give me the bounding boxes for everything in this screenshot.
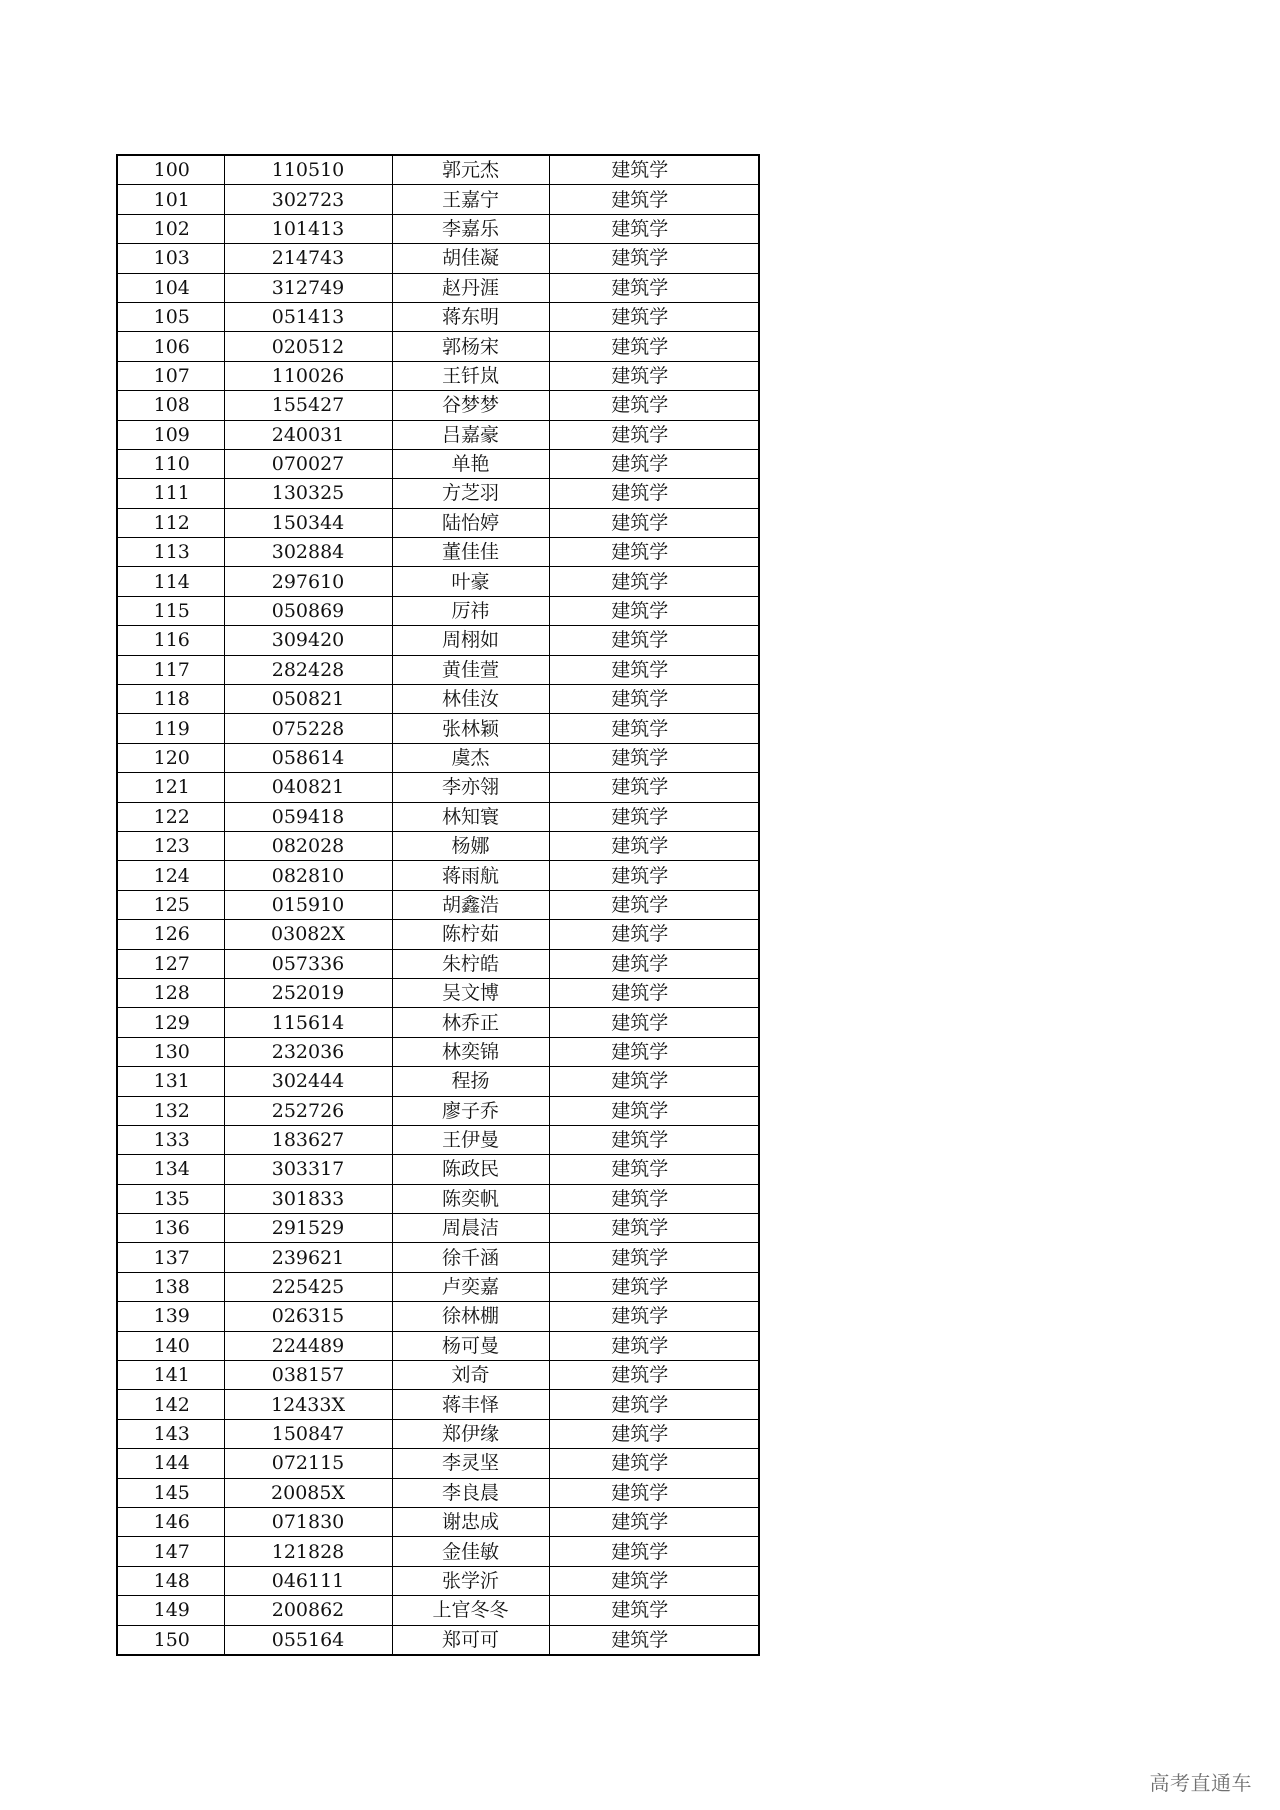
row-number-cell: 120 [117,743,224,772]
row-number-cell: 147 [117,1537,224,1566]
student-name-cell: 张林颖 [392,714,549,743]
table-row [117,1419,759,1448]
student-name-cell: 李嘉乐 [392,214,549,243]
major-cell: 建筑学 [549,1184,759,1213]
student-id-cell: 297610 [224,567,392,596]
row-number-cell: 108 [117,391,224,420]
table-row [117,508,759,537]
student-id-cell: 20085X [224,1478,392,1507]
major-cell: 建筑学 [549,1302,759,1331]
student-name-cell: 杨可曼 [392,1331,549,1360]
major-cell: 建筑学 [549,1449,759,1478]
student-name-cell: 陈政民 [392,1155,549,1184]
major-cell: 建筑学 [549,743,759,772]
major-cell: 建筑学 [549,920,759,949]
student-id-cell: 046111 [224,1566,392,1595]
student-name-cell: 蒋东明 [392,302,549,331]
student-name-cell: 郭元杰 [392,155,549,185]
student-id-cell: 252019 [224,978,392,1007]
student-name-cell: 胡鑫浩 [392,890,549,919]
row-number-cell: 150 [117,1625,224,1655]
major-cell: 建筑学 [549,244,759,273]
row-number-cell: 149 [117,1596,224,1625]
student-name-cell: 刘奇 [392,1361,549,1390]
student-name-cell: 李良晨 [392,1478,549,1507]
student-id-cell: 303317 [224,1155,392,1184]
student-name-cell: 徐千涵 [392,1243,549,1272]
table-row [117,978,759,1007]
student-name-cell: 王钎岚 [392,361,549,390]
row-number-cell: 103 [117,244,224,273]
student-id-cell: 150847 [224,1419,392,1448]
major-cell: 建筑学 [549,773,759,802]
table-row [117,920,759,949]
table-row [117,802,759,831]
row-number-cell: 114 [117,567,224,596]
student-name-cell: 吕嘉豪 [392,420,549,449]
student-id-cell: 214743 [224,244,392,273]
row-number-cell: 140 [117,1331,224,1360]
student-id-cell: 225425 [224,1272,392,1301]
row-number-cell: 148 [117,1566,224,1595]
table-row [117,1096,759,1125]
major-cell: 建筑学 [549,1067,759,1096]
table-row [117,743,759,772]
table-row [117,1507,759,1536]
student-id-cell: 040821 [224,773,392,802]
major-cell: 建筑学 [549,1272,759,1301]
table-row [117,685,759,714]
table-row [117,1449,759,1478]
table-row [117,567,759,596]
student-id-cell: 070027 [224,449,392,478]
student-id-cell: 130325 [224,479,392,508]
major-cell: 建筑学 [549,214,759,243]
table-row [117,1037,759,1066]
table-row [117,626,759,655]
student-id-cell: 050869 [224,596,392,625]
student-id-cell: 301833 [224,1184,392,1213]
student-name-cell: 董佳佳 [392,538,549,567]
major-cell: 建筑学 [549,831,759,860]
student-name-cell: 吴文博 [392,978,549,1007]
table-row [117,655,759,684]
table-row [117,538,759,567]
student-id-cell: 200862 [224,1596,392,1625]
table-row [117,890,759,919]
row-number-cell: 139 [117,1302,224,1331]
row-number-cell: 135 [117,1184,224,1213]
student-id-cell: 015910 [224,890,392,919]
student-id-cell: 051413 [224,302,392,331]
major-cell: 建筑学 [549,332,759,361]
major-cell: 建筑学 [549,273,759,302]
row-number-cell: 110 [117,449,224,478]
table-row [117,773,759,802]
student-id-cell: 121828 [224,1537,392,1566]
row-number-cell: 138 [117,1272,224,1301]
major-cell: 建筑学 [549,567,759,596]
row-number-cell: 104 [117,273,224,302]
table-row [117,1272,759,1301]
major-cell: 建筑学 [549,1419,759,1448]
student-id-cell: 082028 [224,831,392,860]
major-cell: 建筑学 [549,655,759,684]
row-number-cell: 100 [117,155,224,185]
student-id-cell: 302884 [224,538,392,567]
row-number-cell: 121 [117,773,224,802]
student-name-cell: 金佳敏 [392,1537,549,1566]
major-cell: 建筑学 [549,1390,759,1419]
table-row [117,596,759,625]
row-number-cell: 105 [117,302,224,331]
row-number-cell: 111 [117,479,224,508]
major-cell: 建筑学 [549,1507,759,1536]
major-cell: 建筑学 [549,185,759,214]
major-cell: 建筑学 [549,1566,759,1595]
student-id-cell: 155427 [224,391,392,420]
table-row [117,714,759,743]
major-cell: 建筑学 [549,420,759,449]
major-cell: 建筑学 [549,1125,759,1154]
major-cell: 建筑学 [549,1596,759,1625]
table-row [117,1155,759,1184]
table-row [117,155,759,185]
major-cell: 建筑学 [549,949,759,978]
table-row [117,420,759,449]
student-name-cell: 陆怡婷 [392,508,549,537]
row-number-cell: 136 [117,1214,224,1243]
row-number-cell: 125 [117,890,224,919]
student-id-cell: 239621 [224,1243,392,1272]
student-name-cell: 廖子乔 [392,1096,549,1125]
table-row [117,1478,759,1507]
student-name-cell: 郭杨宋 [392,332,549,361]
student-name-cell: 李亦翎 [392,773,549,802]
major-cell: 建筑学 [549,538,759,567]
major-cell: 建筑学 [549,1243,759,1272]
student-id-cell: 312749 [224,273,392,302]
student-name-cell: 陈奕帆 [392,1184,549,1213]
row-number-cell: 101 [117,185,224,214]
row-number-cell: 116 [117,626,224,655]
row-number-cell: 132 [117,1096,224,1125]
student-name-cell: 陈柠茹 [392,920,549,949]
table-row [117,1390,759,1419]
major-cell: 建筑学 [549,302,759,331]
table-row [117,1067,759,1096]
row-number-cell: 129 [117,1008,224,1037]
student-name-cell: 叶豪 [392,567,549,596]
student-name-cell: 周晨洁 [392,1214,549,1243]
row-number-cell: 141 [117,1361,224,1390]
major-cell: 建筑学 [549,685,759,714]
row-number-cell: 107 [117,361,224,390]
major-cell: 建筑学 [549,1478,759,1507]
student-name-cell: 单艳 [392,449,549,478]
student-name-cell: 蒋丰怿 [392,1390,549,1419]
student-name-cell: 郑伊缘 [392,1419,549,1448]
row-number-cell: 137 [117,1243,224,1272]
student-id-cell: 115614 [224,1008,392,1037]
major-cell: 建筑学 [549,1214,759,1243]
row-number-cell: 115 [117,596,224,625]
student-id-cell: 12433X [224,1390,392,1419]
table-row [117,273,759,302]
student-id-cell: 071830 [224,1507,392,1536]
table-row [117,214,759,243]
row-number-cell: 123 [117,831,224,860]
row-number-cell: 113 [117,538,224,567]
table-row [117,1331,759,1360]
row-number-cell: 145 [117,1478,224,1507]
student-name-cell: 谢忠成 [392,1507,549,1536]
major-cell: 建筑学 [549,1361,759,1390]
student-id-cell: 038157 [224,1361,392,1390]
row-number-cell: 106 [117,332,224,361]
table-row [117,1302,759,1331]
student-name-cell: 谷梦梦 [392,391,549,420]
major-cell: 建筑学 [549,1008,759,1037]
student-id-cell: 058614 [224,743,392,772]
student-name-cell: 王伊曼 [392,1125,549,1154]
table-row [117,244,759,273]
major-cell: 建筑学 [549,391,759,420]
row-number-cell: 119 [117,714,224,743]
major-cell: 建筑学 [549,479,759,508]
table-row [117,449,759,478]
row-number-cell: 112 [117,508,224,537]
major-cell: 建筑学 [549,714,759,743]
major-cell: 建筑学 [549,890,759,919]
student-id-cell: 059418 [224,802,392,831]
major-cell: 建筑学 [549,596,759,625]
student-name-cell: 蒋雨航 [392,861,549,890]
table-row [117,302,759,331]
row-number-cell: 124 [117,861,224,890]
student-id-cell: 224489 [224,1331,392,1360]
table-row [117,1566,759,1595]
student-name-cell: 上官冬冬 [392,1596,549,1625]
table-row [117,949,759,978]
table-row [117,185,759,214]
row-number-cell: 144 [117,1449,224,1478]
student-name-cell: 虞杰 [392,743,549,772]
admission-roster-table [116,154,760,1656]
student-name-cell: 王嘉宁 [392,185,549,214]
table-row [117,861,759,890]
student-id-cell: 055164 [224,1625,392,1655]
major-cell: 建筑学 [549,1096,759,1125]
row-number-cell: 133 [117,1125,224,1154]
row-number-cell: 134 [117,1155,224,1184]
row-number-cell: 127 [117,949,224,978]
row-number-cell: 126 [117,920,224,949]
student-id-cell: 302723 [224,185,392,214]
major-cell: 建筑学 [549,978,759,1007]
table-row [117,1361,759,1390]
student-id-cell: 282428 [224,655,392,684]
table-row [117,361,759,390]
student-id-cell: 075228 [224,714,392,743]
table-row [117,831,759,860]
student-id-cell: 252726 [224,1096,392,1125]
student-id-cell: 082810 [224,861,392,890]
major-cell: 建筑学 [549,1037,759,1066]
student-id-cell: 026315 [224,1302,392,1331]
student-name-cell: 李灵坚 [392,1449,549,1478]
student-id-cell: 03082X [224,920,392,949]
student-id-cell: 072115 [224,1449,392,1478]
table-row [117,1596,759,1625]
major-cell: 建筑学 [549,361,759,390]
student-id-cell: 302444 [224,1067,392,1096]
student-id-cell: 050821 [224,685,392,714]
student-id-cell: 110026 [224,361,392,390]
student-name-cell: 郑可可 [392,1625,549,1655]
student-name-cell: 周栩如 [392,626,549,655]
major-cell: 建筑学 [549,449,759,478]
student-id-cell: 150344 [224,508,392,537]
table-row [117,479,759,508]
student-name-cell: 卢奕嘉 [392,1272,549,1301]
row-number-cell: 109 [117,420,224,449]
major-cell: 建筑学 [549,626,759,655]
student-name-cell: 林乔正 [392,1008,549,1037]
row-number-cell: 146 [117,1507,224,1536]
major-cell: 建筑学 [549,1625,759,1655]
student-id-cell: 057336 [224,949,392,978]
major-cell: 建筑学 [549,802,759,831]
student-id-cell: 232036 [224,1037,392,1066]
row-number-cell: 102 [117,214,224,243]
student-id-cell: 183627 [224,1125,392,1154]
row-number-cell: 117 [117,655,224,684]
major-cell: 建筑学 [549,1155,759,1184]
student-name-cell: 朱柠皓 [392,949,549,978]
student-name-cell: 林知寰 [392,802,549,831]
student-id-cell: 309420 [224,626,392,655]
student-name-cell: 胡佳凝 [392,244,549,273]
student-name-cell: 程扬 [392,1067,549,1096]
row-number-cell: 143 [117,1419,224,1448]
student-name-cell: 张学沂 [392,1566,549,1595]
table-row [117,1008,759,1037]
student-name-cell: 杨娜 [392,831,549,860]
student-name-cell: 黄佳萱 [392,655,549,684]
row-number-cell: 118 [117,685,224,714]
row-number-cell: 131 [117,1067,224,1096]
student-name-cell: 徐林棚 [392,1302,549,1331]
major-cell: 建筑学 [549,508,759,537]
table-row [117,391,759,420]
student-name-cell: 林佳汝 [392,685,549,714]
row-number-cell: 142 [117,1390,224,1419]
major-cell: 建筑学 [549,1331,759,1360]
table-row [117,332,759,361]
table-row [117,1625,759,1655]
table-row [117,1214,759,1243]
student-id-cell: 101413 [224,214,392,243]
student-id-cell: 240031 [224,420,392,449]
table-row [117,1125,759,1154]
student-name-cell: 林奕锦 [392,1037,549,1066]
student-id-cell: 110510 [224,155,392,185]
table-row [117,1537,759,1566]
student-name-cell: 方芝羽 [392,479,549,508]
student-id-cell: 020512 [224,332,392,361]
row-number-cell: 130 [117,1037,224,1066]
table-row [117,1243,759,1272]
table-row [117,1184,759,1213]
student-name-cell: 赵丹涯 [392,273,549,302]
student-name-cell: 厉祎 [392,596,549,625]
major-cell: 建筑学 [549,155,759,185]
watermark-text: 高考直通车 [1149,1771,1252,1795]
major-cell: 建筑学 [549,1537,759,1566]
student-id-cell: 291529 [224,1214,392,1243]
major-cell: 建筑学 [549,861,759,890]
row-number-cell: 122 [117,802,224,831]
row-number-cell: 128 [117,978,224,1007]
roster-table-body [117,155,759,1655]
